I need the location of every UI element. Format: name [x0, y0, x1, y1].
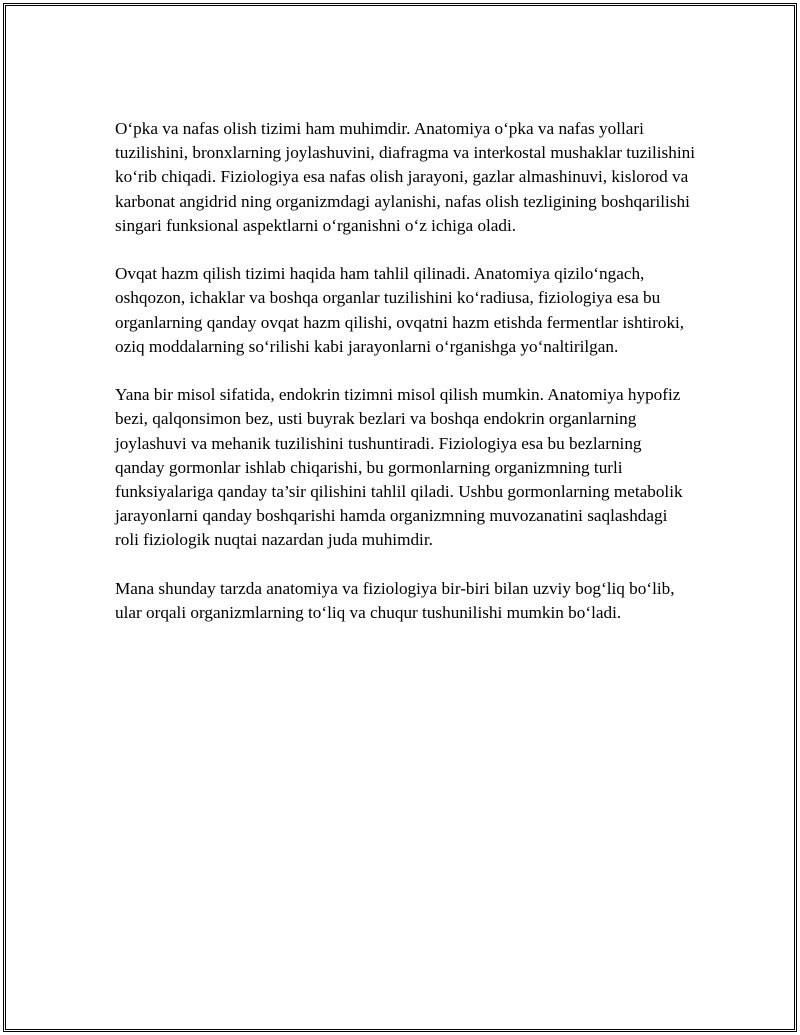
paragraph-respiratory-system: O‘pka va nafas olish tizimi ham muhimdir. Anatomiya o‘pka va nafas yollari tuzilishini, bronxlarning joylashuvini, diafragma va interkostal mushaklar tuzilishini ko‘rib chiqadi. Fiziologiya esa nafas olish jarayoni, gazlar almashinuvi, kislorod va karbonat angidrid ning organizmdagi aylanishi, nafas olish tezligining boshqarilishi singari funksional aspektlarni o‘rganishni o‘z ichiga oladi.: [115, 119, 695, 235]
paragraph-endocrine-system: Yana bir misol sifatida, endokrin tizimni misol qilish mumkin. Anatomiya hypofiz bezi, qalqonsimon bez, usti buyrak bezlari va boshqa endokrin organlarning joylashuvi va mehanik tuzilishini tushuntiradi. Fiziologiya esa bu bezlarning qanday gormonlar ishlab chiqarishi, bu gormonlarning organizmning turli funksiyalariga qanday ta’sir qilishini tahlil qiladi. Ushbu gormonlarning metabolik jarayonlarni qanday boshqarishi hamda organizmning muvozanatini saqlashdagi roli fiziologik nuqtai nazardan juda muhimdir.: [115, 385, 683, 550]
document-body: [115, 117, 695, 649]
paragraph-conclusion: Mana shunday tarzda anatomiya va fiziologiya bir-biri bilan uzviy bog‘liq bo‘lib, ular orqali organizmlarning to‘liq va chuqur tushunilishi mumkin bo‘ladi.: [115, 578, 675, 623]
paragraph-digestive-system: Ovqat hazm qilish tizimi haqida ham tahlil qilinadi. Anatomiya qizilo‘ngach, oshqozon, ichaklar va boshqa organlar tuzilishini ko‘radiusa, fiziologiya esa bu organlarning qanday ovqat hazm qilishi, ovqatni hazm etishda fermentlar ishtiroki, oziq moddalarning so‘rilishi kabi jarayonlarni o‘rganishga yo‘naltirilgan.: [115, 264, 685, 356]
